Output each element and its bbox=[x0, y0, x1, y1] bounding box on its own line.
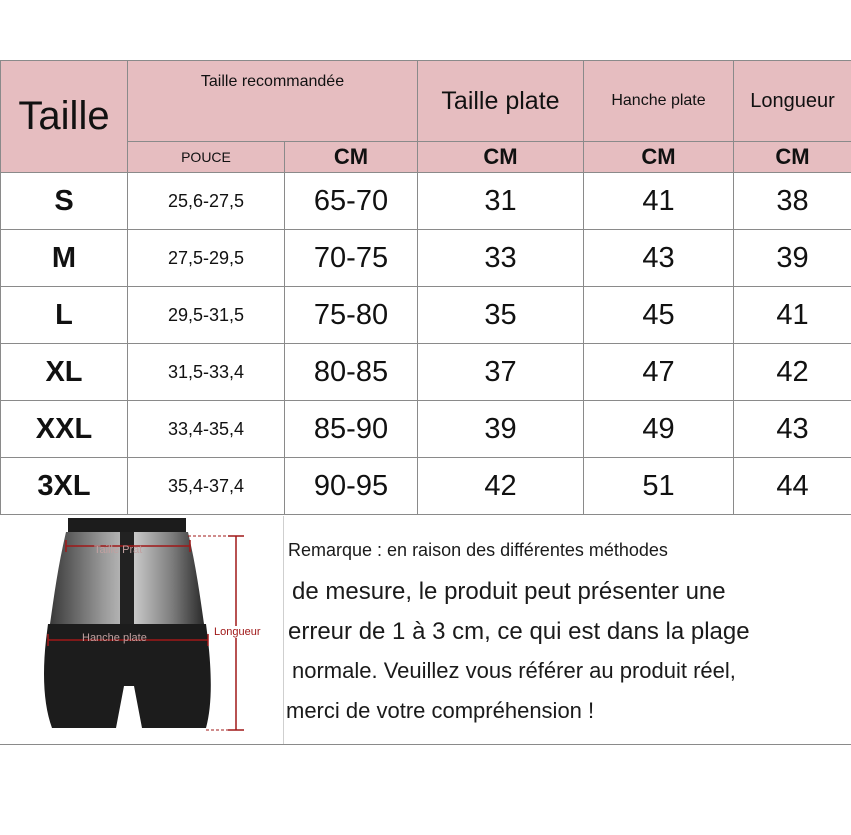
flat-hip-header: Hanche plate bbox=[584, 61, 734, 142]
inch-unit-header: POUCE bbox=[128, 142, 285, 173]
table-row bbox=[1, 401, 851, 458]
inch-range-cell: 35,4-37,4 bbox=[128, 458, 285, 515]
size-cell: 3XL bbox=[1, 458, 128, 515]
size-header: Taille bbox=[1, 61, 128, 173]
cm-range-cell: 75-80 bbox=[285, 287, 418, 344]
flat-waist-cell: 31 bbox=[418, 173, 584, 230]
flat-waist-cell: 37 bbox=[418, 344, 584, 401]
length-cell: 43 bbox=[734, 401, 851, 458]
note-line: merci de votre compréhension ! bbox=[286, 698, 595, 723]
length-measure-label: Longueur bbox=[214, 626, 261, 638]
inch-range-cell: 27,5-29,5 bbox=[128, 230, 285, 287]
cm-range-cell: 65-70 bbox=[285, 173, 418, 230]
flat-waist-cell: 39 bbox=[418, 401, 584, 458]
flat-waist-cell: 35 bbox=[418, 287, 584, 344]
cm-unit-header: CM bbox=[418, 142, 584, 173]
waist-measure-label: Taille Prat bbox=[94, 544, 143, 556]
table-row bbox=[1, 230, 851, 287]
cm-unit-header: CM bbox=[734, 142, 851, 173]
cm-range-cell: 90-95 bbox=[285, 458, 418, 515]
table-row bbox=[1, 173, 851, 230]
flat-hip-cell: 41 bbox=[584, 173, 734, 230]
table-row bbox=[1, 344, 851, 401]
size-table bbox=[0, 60, 851, 515]
size-cell: L bbox=[1, 287, 128, 344]
size-cell: XXL bbox=[1, 401, 128, 458]
cm-unit-header: CM bbox=[285, 142, 418, 173]
garment-figure bbox=[0, 516, 283, 744]
note-line: de mesure, le produit peut présenter une bbox=[292, 578, 726, 605]
inch-range-cell: 31,5-33,4 bbox=[128, 344, 285, 401]
length-header: Longueur bbox=[734, 61, 851, 142]
flat-hip-cell: 45 bbox=[584, 287, 734, 344]
flat-waist-header: Taille plate bbox=[418, 61, 584, 142]
divider bbox=[283, 516, 284, 744]
cm-unit-header: CM bbox=[584, 142, 734, 173]
size-cell: XL bbox=[1, 344, 128, 401]
length-cell: 42 bbox=[734, 344, 851, 401]
note-line: erreur de 1 à 3 cm, ce qui est dans la plage bbox=[288, 618, 750, 645]
cm-range-cell: 70-75 bbox=[285, 230, 418, 287]
inch-range-cell: 33,4-35,4 bbox=[128, 401, 285, 458]
length-cell: 44 bbox=[734, 458, 851, 515]
flat-hip-cell: 51 bbox=[584, 458, 734, 515]
flat-hip-cell: 49 bbox=[584, 401, 734, 458]
recommended-header: Taille recommandée bbox=[128, 61, 418, 142]
flat-waist-cell: 42 bbox=[418, 458, 584, 515]
length-cell: 38 bbox=[734, 173, 851, 230]
bottom-section bbox=[0, 516, 851, 745]
size-cell: M bbox=[1, 230, 128, 287]
flat-hip-cell: 43 bbox=[584, 230, 734, 287]
table-row bbox=[1, 287, 851, 344]
note-line: normale. Veuillez vous référer au produit réel, bbox=[292, 658, 736, 683]
cm-range-cell: 80-85 bbox=[285, 344, 418, 401]
hip-measure-label: Hanche plate bbox=[82, 632, 147, 644]
inch-range-cell: 25,6-27,5 bbox=[128, 173, 285, 230]
length-cell: 39 bbox=[734, 230, 851, 287]
length-cell: 41 bbox=[734, 287, 851, 344]
flat-waist-cell: 33 bbox=[418, 230, 584, 287]
inch-range-cell: 29,5-31,5 bbox=[128, 287, 285, 344]
cm-range-cell: 85-90 bbox=[285, 401, 418, 458]
note-line: Remarque : en raison des différentes méthodes bbox=[288, 540, 668, 560]
flat-hip-cell: 47 bbox=[584, 344, 734, 401]
size-cell: S bbox=[1, 173, 128, 230]
table-row bbox=[1, 458, 851, 515]
